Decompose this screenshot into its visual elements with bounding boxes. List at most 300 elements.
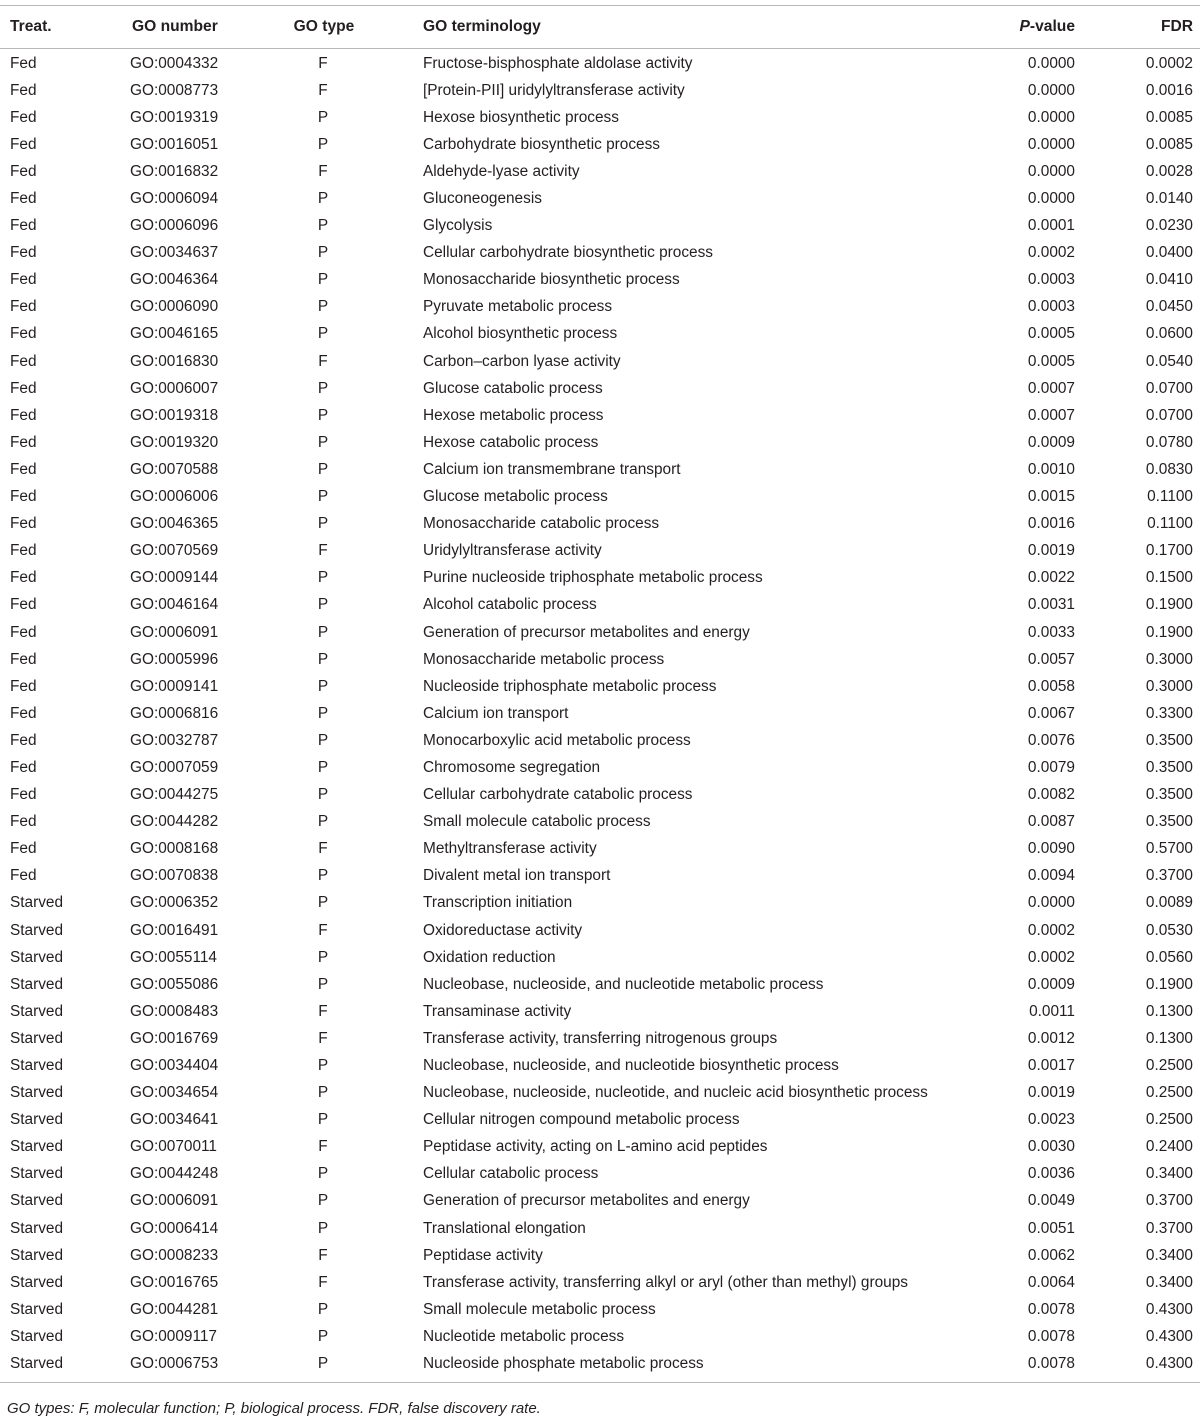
- cell-go-type: P: [317, 758, 329, 776]
- cell-go-type: F: [318, 1002, 328, 1020]
- cell-go-number: GO:0006091: [130, 1192, 219, 1210]
- cell-p-value: 0.0000: [1027, 162, 1075, 180]
- table-row: [0, 77, 1200, 104]
- cell-p-value: 0.0087: [1027, 813, 1075, 831]
- cell-go-number: GO:0032787: [130, 731, 219, 749]
- cell-go-type: P: [317, 271, 329, 289]
- cell-fdr: 0.3300: [1145, 704, 1193, 722]
- cell-p-value: 0.0022: [1027, 569, 1075, 587]
- cell-treat: Starved: [10, 921, 64, 939]
- cell-go-terminology: Carbohydrate biosynthetic process: [423, 135, 660, 153]
- cell-go-type: P: [317, 1300, 329, 1318]
- table-row: [0, 131, 1200, 158]
- cell-p-value: 0.0003: [1027, 271, 1075, 289]
- cell-go-number: GO:0008168: [130, 840, 219, 858]
- cell-treat: Starved: [10, 1219, 64, 1237]
- table-row: [0, 1052, 1200, 1079]
- cell-go-number: GO:0055086: [130, 975, 219, 993]
- cell-go-type: P: [317, 325, 329, 343]
- cell-go-number: GO:0006753: [130, 1355, 219, 1373]
- cell-treat: Fed: [10, 325, 37, 343]
- cell-go-type: P: [317, 975, 329, 993]
- header-go-terminology: GO terminology: [423, 18, 541, 35]
- cell-p-value: 0.0009: [1027, 975, 1075, 993]
- cell-treat: Fed: [10, 867, 37, 885]
- cell-go-number: GO:0044275: [130, 786, 219, 804]
- cell-go-type: P: [317, 135, 329, 153]
- cell-go-type: F: [318, 542, 328, 560]
- cell-treat: Fed: [10, 379, 37, 397]
- cell-go-type: F: [318, 1246, 328, 1264]
- cell-fdr: 0.0089: [1145, 894, 1193, 912]
- table-row: [0, 890, 1200, 917]
- cell-go-terminology: Calcium ion transport: [423, 704, 569, 722]
- cell-fdr: 0.0085: [1145, 108, 1193, 126]
- cell-fdr: 0.0140: [1145, 190, 1193, 208]
- cell-go-terminology: Translational elongation: [423, 1219, 586, 1237]
- cell-go-type: P: [317, 298, 329, 316]
- table-row: [0, 1107, 1200, 1134]
- cell-p-value: 0.0011: [1029, 1002, 1075, 1020]
- table-row: [0, 348, 1200, 375]
- table-row: [0, 185, 1200, 212]
- cell-p-value: 0.0090: [1027, 840, 1075, 858]
- cell-p-value: 0.0016: [1027, 515, 1075, 533]
- cell-go-number: GO:0044282: [130, 813, 219, 831]
- cell-go-number: GO:0034637: [130, 244, 219, 262]
- cell-p-value: 0.0009: [1027, 433, 1075, 451]
- cell-p-value: 0.0057: [1027, 650, 1075, 668]
- cell-go-number: GO:0046364: [130, 271, 219, 289]
- cell-treat: Starved: [10, 1084, 64, 1102]
- table-bottom-rule: [0, 1382, 1200, 1383]
- cell-p-value: 0.0036: [1027, 1165, 1075, 1183]
- cell-go-number: GO:0034404: [130, 1057, 219, 1075]
- cell-go-terminology: Hexose biosynthetic process: [423, 108, 619, 126]
- cell-fdr: 0.4300: [1145, 1355, 1193, 1373]
- cell-fdr: 0.2500: [1145, 1084, 1193, 1102]
- cell-go-number: GO:0006007: [130, 379, 219, 397]
- cell-go-terminology: Peptidase activity: [423, 1246, 543, 1264]
- table-row: [0, 456, 1200, 483]
- cell-go-type: F: [318, 1138, 328, 1156]
- cell-go-type: F: [318, 1029, 328, 1047]
- cell-fdr: 0.2500: [1145, 1057, 1193, 1075]
- cell-go-terminology: Glycolysis: [423, 217, 493, 235]
- cell-treat: Fed: [10, 813, 37, 831]
- cell-go-terminology: Transferase activity, transferring alkyl or aryl (other than methyl) groups: [423, 1273, 908, 1291]
- cell-treat: Fed: [10, 488, 37, 506]
- cell-p-value: 0.0002: [1027, 921, 1075, 939]
- cell-go-terminology: Carbon–carbon lyase activity: [423, 352, 621, 370]
- table-row: [0, 673, 1200, 700]
- table-row: [0, 213, 1200, 240]
- cell-fdr: 0.1100: [1147, 488, 1193, 506]
- cell-go-number: GO:0055114: [130, 948, 217, 966]
- cell-go-number: GO:0007059: [130, 758, 219, 776]
- cell-fdr: 0.0700: [1145, 406, 1193, 424]
- cell-go-type: P: [317, 623, 329, 641]
- cell-fdr: 0.0560: [1145, 948, 1193, 966]
- cell-p-value: 0.0079: [1027, 758, 1075, 776]
- cell-treat: Fed: [10, 81, 37, 99]
- cell-go-number: GO:0008773: [130, 81, 219, 99]
- cell-fdr: 0.0530: [1145, 921, 1193, 939]
- cell-p-value: 0.0058: [1027, 677, 1075, 695]
- cell-treat: Starved: [10, 948, 64, 966]
- cell-go-number: GO:0019318: [130, 406, 219, 424]
- cell-go-number: GO:0070838: [130, 867, 219, 885]
- cell-p-value: 0.0049: [1027, 1192, 1075, 1210]
- cell-go-terminology: Purine nucleoside triphosphate metabolic process: [423, 569, 763, 587]
- cell-p-value: 0.0078: [1027, 1300, 1075, 1318]
- cell-go-terminology: Transcription initiation: [423, 894, 573, 912]
- cell-fdr: 0.2400: [1145, 1138, 1193, 1156]
- cell-go-terminology: Monosaccharide biosynthetic process: [423, 271, 680, 289]
- table-row: [0, 267, 1200, 294]
- cell-go-number: GO:0009117: [130, 1327, 217, 1345]
- cell-go-type: P: [317, 190, 329, 208]
- cell-p-value: 0.0019: [1027, 1084, 1075, 1102]
- cell-go-number: GO:0016769: [130, 1029, 219, 1047]
- cell-go-terminology: Transferase activity, transferring nitrogenous groups: [423, 1029, 778, 1047]
- cell-go-type: P: [317, 433, 329, 451]
- cell-p-value: 0.0082: [1027, 786, 1075, 804]
- table-row: [0, 727, 1200, 754]
- cell-go-number: GO:0006816: [130, 704, 219, 722]
- cell-treat: Fed: [10, 433, 37, 451]
- cell-go-type: P: [317, 650, 329, 668]
- cell-go-type: F: [318, 921, 328, 939]
- cell-treat: Fed: [10, 460, 37, 478]
- table-header-row: [0, 6, 1200, 48]
- cell-treat: Starved: [10, 1327, 64, 1345]
- header-go-type: GO type: [293, 18, 355, 35]
- cell-treat: Fed: [10, 623, 37, 641]
- cell-fdr: 0.0700: [1145, 379, 1193, 397]
- cell-fdr: 0.0600: [1145, 325, 1193, 343]
- cell-go-terminology: Fructose-bisphosphate aldolase activity: [423, 54, 693, 72]
- header-treat: Treat.: [10, 18, 52, 35]
- table-row: [0, 1080, 1200, 1107]
- table-row: [0, 944, 1200, 971]
- cell-go-type: P: [317, 108, 329, 126]
- cell-treat: Fed: [10, 108, 37, 126]
- cell-fdr: 0.0016: [1145, 81, 1193, 99]
- cell-p-value: 0.0062: [1027, 1246, 1075, 1264]
- cell-go-number: GO:0006352: [130, 894, 219, 912]
- cell-fdr: 0.1900: [1145, 596, 1193, 614]
- cell-go-type: P: [317, 1165, 329, 1183]
- cell-fdr: 0.3000: [1145, 650, 1193, 668]
- cell-go-number: GO:0034654: [130, 1084, 219, 1102]
- cell-treat: Fed: [10, 596, 37, 614]
- cell-go-number: GO:0016051: [130, 135, 219, 153]
- table-row: [0, 917, 1200, 944]
- cell-p-value: 0.0033: [1027, 623, 1075, 641]
- cell-treat: Fed: [10, 54, 37, 72]
- table-row: [0, 240, 1200, 267]
- cell-go-terminology: Alcohol catabolic process: [423, 596, 597, 614]
- table-body: [0, 49, 1200, 1382]
- cell-treat: Fed: [10, 515, 37, 533]
- cell-fdr: 0.0410: [1145, 271, 1193, 289]
- cell-fdr: 0.1300: [1145, 1029, 1193, 1047]
- cell-go-type: P: [317, 731, 329, 749]
- cell-go-number: GO:0046165: [130, 325, 219, 343]
- cell-go-number: GO:0046365: [130, 515, 219, 533]
- cell-go-terminology: Calcium ion transmembrane transport: [423, 460, 681, 478]
- cell-go-terminology: Nucleobase, nucleoside, and nucleotide biosynthetic process: [423, 1057, 839, 1075]
- table-row: [0, 538, 1200, 565]
- cell-fdr: 0.1700: [1145, 542, 1193, 560]
- table-row: [0, 619, 1200, 646]
- cell-go-terminology: Small molecule catabolic process: [423, 813, 651, 831]
- table-row: [0, 700, 1200, 727]
- table-footnote: GO types: F, molecular function; P, biological process. FDR, false discovery rate.: [7, 1400, 541, 1417]
- cell-go-terminology: Monosaccharide catabolic process: [423, 515, 660, 533]
- cell-go-number: GO:0016491: [130, 921, 219, 939]
- cell-fdr: 0.0540: [1145, 352, 1193, 370]
- header-p-value: [1020, 6, 1075, 48]
- table-row: [0, 511, 1200, 538]
- cell-fdr: 0.0780: [1145, 433, 1193, 451]
- cell-treat: Starved: [10, 1057, 64, 1075]
- cell-fdr: 0.3700: [1145, 867, 1193, 885]
- cell-treat: Fed: [10, 542, 37, 560]
- cell-p-value: 0.0003: [1027, 298, 1075, 316]
- table-row: [0, 1242, 1200, 1269]
- cell-p-value: 0.0000: [1027, 190, 1075, 208]
- cell-go-type: P: [317, 1111, 329, 1129]
- table-row: [0, 1161, 1200, 1188]
- cell-go-type: P: [317, 596, 329, 614]
- cell-p-value: 0.0005: [1027, 352, 1075, 370]
- cell-go-terminology: Gluconeogenesis: [423, 190, 542, 208]
- cell-go-number: GO:0006006: [130, 488, 219, 506]
- cell-treat: Fed: [10, 786, 37, 804]
- cell-go-type: P: [317, 460, 329, 478]
- cell-go-type: F: [318, 162, 328, 180]
- cell-p-value: 0.0067: [1027, 704, 1075, 722]
- cell-go-number: GO:0006094: [130, 190, 219, 208]
- table-row: [0, 809, 1200, 836]
- cell-go-number: GO:0008233: [130, 1246, 219, 1264]
- cell-treat: Fed: [10, 650, 37, 668]
- cell-p-value: 0.0000: [1027, 108, 1075, 126]
- cell-go-type: F: [318, 352, 328, 370]
- cell-treat: Fed: [10, 840, 37, 858]
- table-row: [0, 836, 1200, 863]
- cell-go-terminology: Generation of precursor metabolites and energy: [423, 1192, 750, 1210]
- cell-fdr: 0.1900: [1145, 975, 1193, 993]
- cell-treat: Starved: [10, 1246, 64, 1264]
- cell-go-terminology: Nucleoside phosphate metabolic process: [423, 1355, 704, 1373]
- cell-fdr: 0.3500: [1145, 758, 1193, 776]
- cell-go-terminology: Hexose catabolic process: [423, 433, 599, 451]
- cell-fdr: 0.3000: [1145, 677, 1193, 695]
- cell-go-terminology: Oxidoreductase activity: [423, 921, 583, 939]
- cell-treat: Fed: [10, 352, 37, 370]
- table-row: [0, 321, 1200, 348]
- cell-go-terminology: Divalent metal ion transport: [423, 867, 611, 885]
- cell-go-number: GO:0034641: [130, 1111, 219, 1129]
- cell-go-type: P: [317, 704, 329, 722]
- cell-p-value: 0.0002: [1027, 244, 1075, 262]
- cell-treat: Starved: [10, 1355, 64, 1373]
- cell-treat: Starved: [10, 1273, 64, 1291]
- cell-go-number: GO:0004332: [130, 54, 219, 72]
- cell-go-type: P: [317, 894, 329, 912]
- cell-go-type: P: [317, 379, 329, 397]
- cell-treat: Starved: [10, 1165, 64, 1183]
- cell-p-value: 0.0078: [1027, 1355, 1075, 1373]
- cell-go-type: P: [317, 1057, 329, 1075]
- cell-treat: Starved: [10, 1002, 64, 1020]
- cell-go-terminology: Pyruvate metabolic process: [423, 298, 613, 316]
- cell-go-terminology: Monocarboxylic acid metabolic process: [423, 731, 691, 749]
- cell-treat: Starved: [10, 975, 64, 993]
- cell-go-terminology: Cellular carbohydrate catabolic process: [423, 786, 693, 804]
- cell-go-type: P: [317, 1192, 329, 1210]
- cell-fdr: 0.3700: [1145, 1219, 1193, 1237]
- cell-p-value: 0.0001: [1027, 217, 1075, 235]
- cell-p-value: 0.0005: [1027, 325, 1075, 343]
- cell-go-number: GO:0009144: [130, 569, 219, 587]
- cell-go-type: P: [317, 677, 329, 695]
- cell-fdr: 0.4300: [1145, 1327, 1193, 1345]
- table-row: [0, 1351, 1200, 1378]
- cell-treat: Fed: [10, 569, 37, 587]
- cell-treat: Fed: [10, 271, 37, 289]
- cell-treat: Fed: [10, 190, 37, 208]
- cell-p-value: 0.0078: [1027, 1327, 1075, 1345]
- cell-go-type: P: [317, 1219, 329, 1237]
- table-row: [0, 646, 1200, 673]
- cell-go-type: P: [317, 244, 329, 262]
- table-row: [0, 402, 1200, 429]
- cell-p-value: 0.0094: [1027, 867, 1075, 885]
- cell-fdr: 0.1900: [1145, 623, 1193, 641]
- cell-go-terminology: Uridylyltransferase activity: [423, 542, 602, 560]
- table-row: [0, 971, 1200, 998]
- table-row: [0, 1215, 1200, 1242]
- cell-p-value: 0.0031: [1027, 596, 1075, 614]
- cell-go-type: P: [317, 1084, 329, 1102]
- cell-go-terminology: Nucleoside triphosphate metabolic process: [423, 677, 717, 695]
- cell-go-number: GO:0070569: [130, 542, 219, 560]
- cell-go-type: P: [317, 217, 329, 235]
- cell-p-value: 0.0000: [1027, 894, 1075, 912]
- cell-go-type: P: [317, 569, 329, 587]
- table-row: [0, 782, 1200, 809]
- cell-go-terminology: Glucose metabolic process: [423, 488, 608, 506]
- cell-go-type: P: [317, 867, 329, 885]
- cell-treat: Fed: [10, 244, 37, 262]
- cell-p-value: 0.0007: [1027, 379, 1075, 397]
- table-row: [0, 375, 1200, 402]
- cell-p-value: 0.0000: [1027, 135, 1075, 153]
- cell-go-number: GO:0046164: [130, 596, 219, 614]
- cell-treat: Fed: [10, 704, 37, 722]
- cell-treat: Starved: [10, 1138, 64, 1156]
- cell-fdr: 0.1300: [1145, 1002, 1193, 1020]
- table-row: [0, 1323, 1200, 1350]
- cell-go-number: GO:0016765: [130, 1273, 219, 1291]
- cell-go-number: GO:0044281: [130, 1300, 219, 1318]
- cell-fdr: 0.1100: [1147, 515, 1193, 533]
- cell-treat: Starved: [10, 1029, 64, 1047]
- cell-go-terminology: Oxidation reduction: [423, 948, 556, 966]
- cell-go-terminology: Aldehyde-lyase activity: [423, 162, 580, 180]
- cell-go-type: P: [317, 1355, 329, 1373]
- cell-p-value: 0.0030: [1027, 1138, 1075, 1156]
- cell-fdr: 0.0830: [1145, 460, 1193, 478]
- cell-go-terminology: Nucleobase, nucleoside, nucleotide, and nucleic acid biosynthetic process: [423, 1084, 928, 1102]
- cell-p-value: 0.0064: [1027, 1273, 1075, 1291]
- cell-fdr: 0.4300: [1145, 1300, 1193, 1318]
- table-row: [0, 50, 1200, 77]
- cell-go-terminology: Hexose metabolic process: [423, 406, 604, 424]
- cell-go-terminology: Monosaccharide metabolic process: [423, 650, 665, 668]
- cell-p-value: 0.0012: [1027, 1029, 1075, 1047]
- go-enrichment-table: [0, 5, 1200, 1383]
- cell-p-value: 0.0000: [1027, 54, 1075, 72]
- cell-go-type: P: [317, 515, 329, 533]
- cell-go-type: F: [318, 1273, 328, 1291]
- table-row: [0, 1134, 1200, 1161]
- table-row: [0, 294, 1200, 321]
- cell-p-value: 0.0076: [1027, 731, 1075, 749]
- cell-go-terminology: Nucleobase, nucleoside, and nucleotide metabolic process: [423, 975, 824, 993]
- cell-go-type: P: [317, 786, 329, 804]
- cell-treat: Starved: [10, 1192, 64, 1210]
- table-row: [0, 1296, 1200, 1323]
- cell-p-value: 0.0007: [1027, 406, 1075, 424]
- cell-fdr: 0.1500: [1145, 569, 1193, 587]
- cell-go-type: P: [317, 488, 329, 506]
- table-row: [0, 592, 1200, 619]
- table-row: [0, 565, 1200, 592]
- cell-go-terminology: Small molecule metabolic process: [423, 1300, 656, 1318]
- cell-fdr: 0.3500: [1145, 731, 1193, 749]
- cell-fdr: 0.3400: [1145, 1165, 1193, 1183]
- cell-go-terminology: [Protein-PII] uridylyltransferase activity: [423, 81, 685, 99]
- cell-treat: Fed: [10, 406, 37, 424]
- cell-go-number: GO:0006091: [130, 623, 219, 641]
- cell-treat: Starved: [10, 1111, 64, 1129]
- cell-go-type: P: [317, 406, 329, 424]
- cell-go-terminology: Transaminase activity: [423, 1002, 572, 1020]
- cell-go-number: GO:0009141: [130, 677, 219, 695]
- cell-go-number: GO:0006414: [130, 1219, 219, 1237]
- table-row: [0, 1188, 1200, 1215]
- cell-fdr: 0.0085: [1145, 135, 1193, 153]
- cell-fdr: 0.5700: [1145, 840, 1193, 858]
- cell-fdr: 0.3400: [1145, 1273, 1193, 1291]
- table-row: [0, 429, 1200, 456]
- cell-treat: Fed: [10, 677, 37, 695]
- table-row: [0, 158, 1200, 185]
- cell-go-number: GO:0070588: [130, 460, 219, 478]
- cell-go-terminology: Glucose catabolic process: [423, 379, 603, 397]
- cell-go-terminology: Peptidase activity, acting on L-amino acid peptides: [423, 1138, 768, 1156]
- header-fdr: FDR: [1160, 18, 1193, 35]
- cell-fdr: 0.0002: [1145, 54, 1193, 72]
- cell-go-number: GO:0016832: [130, 162, 219, 180]
- cell-p-value: 0.0017: [1027, 1057, 1075, 1075]
- cell-go-terminology: Alcohol biosynthetic process: [423, 325, 618, 343]
